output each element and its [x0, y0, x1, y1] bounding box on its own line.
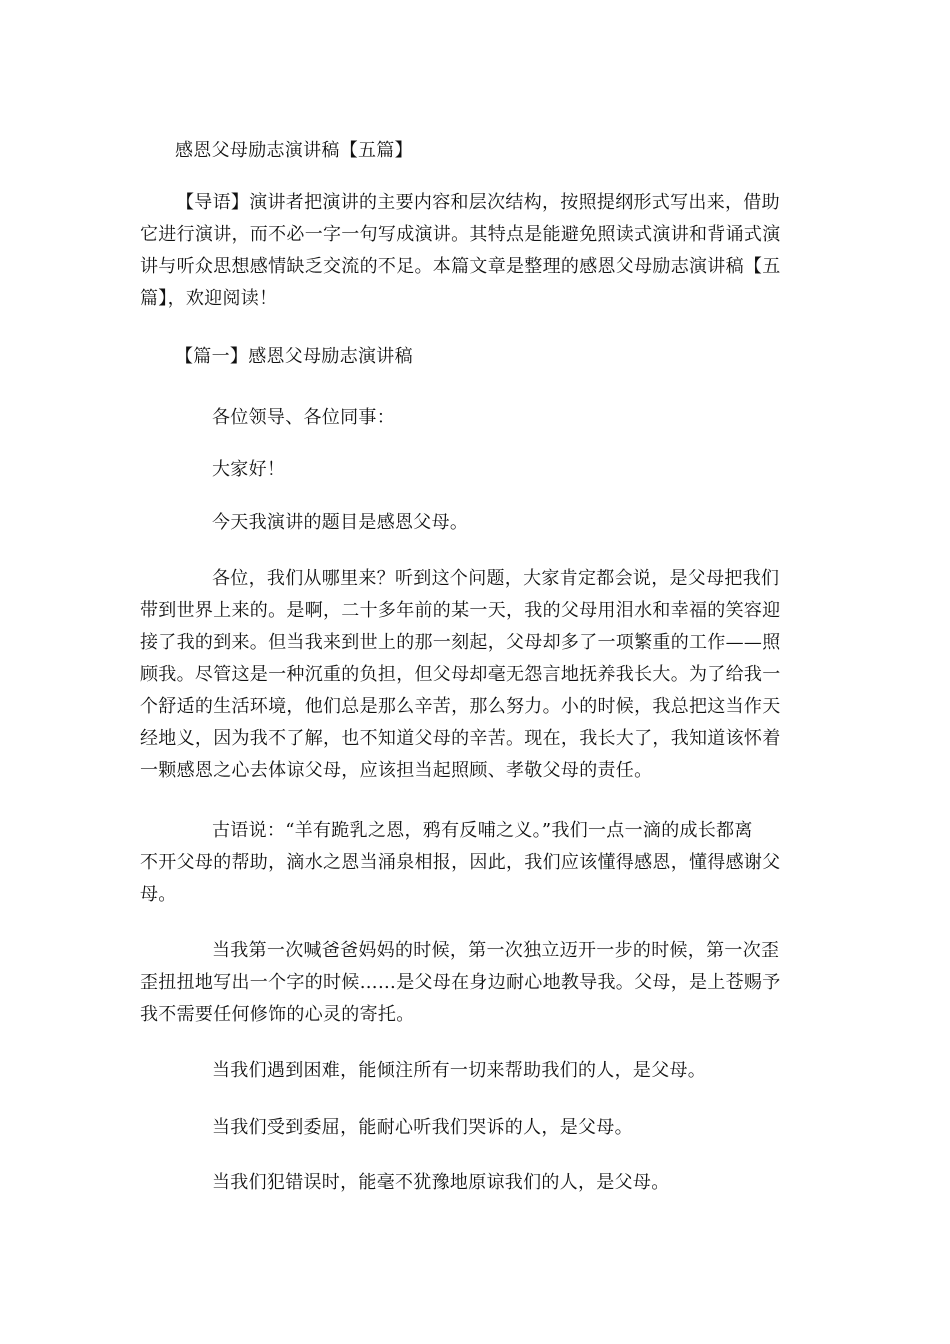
paragraph-line: 顾我。尽管这是一种沉重的负担，但父母却毫无怨言地抚养我长大。为了给我一 [140, 664, 781, 685]
body-paragraph-3 [140, 935, 810, 1031]
intro-line: 讲与听众思想感情缺乏交流的不足。本篇文章是整理的感恩父母励志演讲稿【五 [140, 256, 781, 277]
paragraph-line: 各位，我们从哪里来？听到这个问题，大家肯定都会说，是父母把我们 [212, 568, 780, 589]
statement-line: 当我们受到委屈，能耐心听我们哭诉的人，是父母。 [212, 1117, 633, 1138]
intro-line: 篇】，欢迎阅读！ [140, 288, 278, 309]
statement-line: 当我们犯错误时，能毫不犹豫地原谅我们的人，是父母。 [212, 1172, 670, 1193]
paragraph-line: 当我第一次喊爸爸妈妈的时候，第一次独立迈开一步的时候，第一次歪 [212, 940, 780, 961]
paragraph-line: 一颗感恩之心去体谅父母，应该担当起照顾、孝敬父母的责任。 [140, 760, 653, 781]
paragraph-line: 不开父母的帮助，滴水之恩当涌泉相报，因此，我们应该懂得感恩，懂得感谢父 [140, 852, 781, 873]
body-paragraph-1 [140, 563, 810, 787]
paragraph-line: 接了我的到来。但当我来到世上的那一刻起，父母却多了一项繁重的工作——照 [140, 632, 781, 653]
paragraph-line: 古语说：“羊有跪乳之恩，鸦有反哺之义。”我们一点一滴的成长都离 [212, 820, 753, 841]
speech-topic: 今天我演讲的题目是感恩父母。 [212, 512, 469, 533]
section-heading: 【篇一】感恩父母励志演讲稿 [175, 346, 413, 367]
intro-paragraph [140, 187, 810, 315]
intro-line: 【导语】演讲者把演讲的主要内容和层次结构，按照提纲形式写出来，借助 [176, 192, 780, 213]
greeting: 各位领导、各位同事： [212, 407, 395, 428]
paragraph-line: 经地义，因为我不了解，也不知道父母的辛苦。现在，我长大了，我知道该怀着 [140, 728, 781, 749]
paragraph-line: 母。 [140, 884, 177, 905]
document-title: 感恩父母励志演讲稿【五篇】 [175, 140, 413, 161]
paragraph-line: 我不需要任何修饰的心灵的寄托。 [140, 1004, 415, 1025]
intro-line: 它进行演讲，而不必一字一句写成演讲。其特点是能避免照读式演讲和背诵式演 [140, 224, 781, 245]
paragraph-line: 歪扭扭地写出一个字的时候……是父母在身边耐心地教导我。父母，是上苍赐予 [140, 972, 781, 993]
hello: 大家好！ [212, 459, 286, 480]
statement-line: 当我们遇到困难，能倾注所有一切来帮助我们的人，是父母。 [212, 1060, 707, 1081]
paragraph-line: 个舒适的生活环境，他们总是那么辛苦，那么努力。小的时候，我总把这当作天 [140, 696, 781, 717]
paragraph-line: 带到世界上来的。是啊，二十多年前的某一天，我的父母用泪水和幸福的笑容迎 [140, 600, 781, 621]
body-paragraph-2 [140, 815, 810, 911]
